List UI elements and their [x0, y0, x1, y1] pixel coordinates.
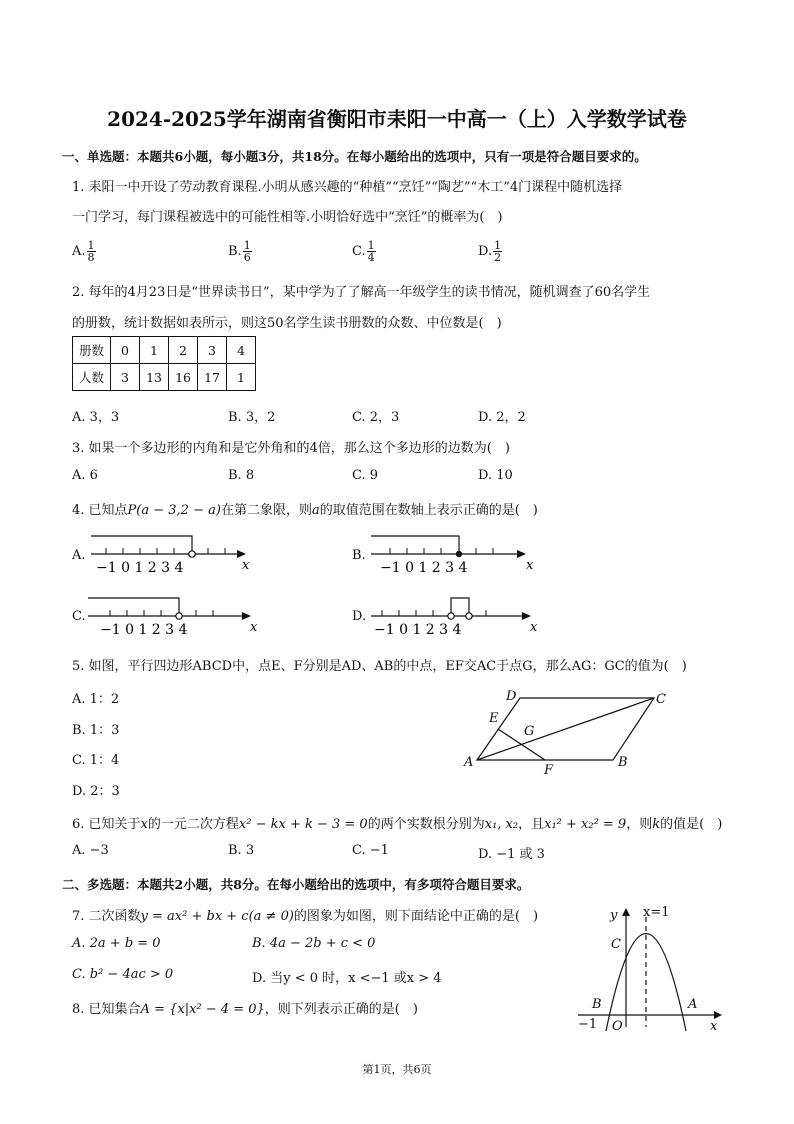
number-line-d: [366, 590, 546, 640]
text: 7. 二次函数: [72, 909, 141, 924]
option-label: A.: [72, 244, 86, 259]
q5-option-a: A. 1：2: [72, 692, 120, 707]
q2-option-d: D. 2，2: [478, 410, 526, 425]
label-c: C: [611, 937, 621, 952]
denominator: 8: [87, 251, 95, 264]
q4-text: [72, 499, 538, 518]
numerator: 1: [494, 239, 502, 252]
q4-option-b: B.: [352, 548, 366, 563]
math-expression: x₁, x₂: [484, 817, 519, 832]
numerator: 1: [87, 239, 95, 252]
numerator: 1: [367, 239, 375, 252]
q6-option-a: A. −3: [72, 843, 109, 858]
tick-labels: −1 0 1 2 3 4: [374, 622, 462, 638]
label-b: B: [592, 997, 602, 1012]
page-footer: 第1页，共6页: [362, 1063, 432, 1076]
number-line-b: [366, 528, 541, 578]
label-origin: O: [612, 1019, 623, 1034]
q5-option-b: B. 1：3: [72, 723, 120, 738]
math-expression: x₁² + x₂² = 9: [544, 817, 627, 832]
math-expression: y = ax² + bx + c(a ≠ 0): [140, 909, 294, 924]
denominator: 4: [367, 251, 375, 264]
label-x: x: [710, 1019, 718, 1034]
section-2-heading: 二、多选题：本题共2小题，共8分。在每小题给出的选项中，有多项符合题目要求。: [62, 877, 530, 892]
q4-option-a: A.: [72, 548, 86, 563]
label-y: y: [610, 908, 618, 923]
q1-option-b: [228, 240, 252, 263]
q3-text: 3. 如果一个多边形的内角和是它外角和的4倍，那么这个多边形的边数为( ): [72, 441, 510, 456]
q6-option-b: B. 3: [228, 843, 255, 858]
reading-data-table: [72, 336, 256, 391]
q7-text: [72, 905, 538, 924]
table-row: [73, 364, 256, 391]
label-e: E: [489, 711, 499, 726]
q7-option-a: A. 2a + b = 0: [72, 936, 161, 951]
math-variable: k: [652, 817, 661, 832]
math-variable: x: [140, 817, 148, 832]
option-label: D.: [478, 244, 493, 259]
label-neg-one: −1: [578, 1017, 598, 1032]
section-1-heading: 一、单选题：本题共6小题，每小题3分，共18分。在每小题给出的选项中，只有一项是符合题目要求的。: [62, 149, 647, 164]
axis-label: x: [242, 558, 250, 573]
q6-option-d: D. −1 或 3: [478, 847, 545, 862]
text: 6. 已知关于: [72, 817, 141, 832]
math-expression: A = {x|x² − 4 = 0}: [140, 1002, 265, 1017]
text: 的一元二次方程: [147, 817, 239, 832]
q7-option-d: D. 当y < 0 时，x <−1 或x > 4: [252, 971, 442, 986]
denominator: 6: [243, 251, 251, 264]
number-line-a: [86, 528, 261, 578]
text: 在第二象限，则: [220, 503, 312, 518]
table-cell: 16: [169, 364, 198, 391]
table-cell: 册数: [73, 337, 111, 364]
tick-labels: −1 0 1 2 3 4: [100, 622, 188, 638]
q2-line1: 2. 每年的4月23日是“世界读书日”，某中学为了了解高一年级学生的读书情况，随机调查了60名学生: [72, 285, 651, 300]
table-cell: 0: [111, 337, 140, 364]
math-expression: P(a − 3,2 − a): [127, 503, 221, 518]
parallelogram-figure: [458, 686, 688, 782]
q7-option-c: C. b² − 4ac > 0: [72, 967, 174, 982]
text: ，且: [518, 817, 545, 832]
q1-line1: 1. 耒阳一中开设了劳动教育课程.小明从感兴趣的“种植”“烹饪”“陶艺”“木工”4门课程中随机选择: [72, 180, 623, 195]
q1-option-d: [478, 240, 502, 263]
table-cell: 1: [227, 364, 256, 391]
label-f: F: [544, 763, 554, 778]
q2-line2: 的册数，统计数据如表所示，则这50名学生读书册数的众数、中位数是( ): [72, 316, 502, 331]
table-cell: 4: [227, 337, 256, 364]
q2-option-b: B. 3，2: [228, 410, 276, 425]
q4-option-d: D.: [352, 609, 367, 624]
q3-option-a: A. 6: [72, 468, 98, 483]
text: 的两个实数根分别为: [367, 817, 485, 832]
text: 8. 已知集合: [72, 1002, 141, 1017]
tick-labels: −1 0 1 2 3 4: [96, 560, 184, 576]
axis-label: x: [530, 620, 538, 635]
label-c: C: [656, 692, 666, 707]
table-cell: 人数: [73, 364, 111, 391]
q1-option-a: [72, 240, 96, 263]
axis-label: x: [526, 558, 534, 573]
q3-option-b: B. 8: [228, 468, 255, 483]
table-cell: 2: [169, 337, 198, 364]
label-a: A: [464, 755, 474, 770]
q7-option-b: B. 4a − 2b + c < 0: [252, 936, 376, 951]
math-expression: x² − kx + k − 3 = 0: [238, 817, 368, 832]
numerator: 1: [243, 239, 251, 252]
table-row: [73, 337, 256, 364]
q1-line2: 一门学习，每门课程被选中的可能性相等.小明恰好选中“烹饪”的概率为( ): [72, 210, 503, 225]
page-title: 2024-2025学年湖南省衡阳市耒阳一中高一（上）入学数学试卷: [107, 107, 687, 131]
table-cell: 1: [140, 337, 169, 364]
q3-option-d: D. 10: [478, 468, 513, 483]
q8-text: [72, 998, 418, 1017]
table-cell: 3: [111, 364, 140, 391]
label-d: D: [506, 689, 517, 704]
denominator: 2: [494, 251, 502, 264]
math-variable: a: [311, 503, 320, 518]
label-a: A: [688, 997, 698, 1012]
q2-option-c: C. 2，3: [352, 410, 400, 425]
q4-option-c: C.: [72, 609, 86, 624]
q5-option-c: C. 1：4: [72, 753, 120, 768]
table-cell: 13: [140, 364, 169, 391]
text: ，则下列表示正确的是( ): [264, 1002, 418, 1017]
text: 的图象为如图，则下面结论中正确的是( ): [293, 909, 539, 924]
text: 的取值范围在数轴上表示正确的是( ): [319, 503, 538, 518]
q5-text: 5. 如图，平行四边形ABCD中，点E、F分别是AD、AB的中点，EF交AC于点G，那么AG：GC的值为( ): [72, 659, 687, 674]
table-cell: 3: [198, 337, 227, 364]
option-label: B.: [228, 244, 242, 259]
axis-label: x: [250, 620, 258, 635]
text: 4. 已知点: [72, 503, 128, 518]
label-b: B: [618, 755, 628, 770]
q1-option-c: [352, 240, 376, 263]
q6-text: [72, 813, 722, 832]
option-label: C.: [352, 244, 366, 259]
q6-option-c: C. −1: [352, 843, 389, 858]
text: ，则: [626, 817, 653, 832]
label-g: G: [524, 724, 535, 739]
tick-labels: −1 0 1 2 3 4: [380, 560, 468, 576]
label-symmetry-axis: x=1: [643, 905, 670, 920]
parabola-figure: [568, 902, 728, 1036]
q3-option-c: C. 9: [352, 468, 379, 483]
q2-option-a: A. 3，3: [72, 410, 120, 425]
q5-option-d: D. 2：3: [72, 784, 120, 799]
number-line-c: [86, 590, 266, 640]
table-cell: 17: [198, 364, 227, 391]
text: 的值是( ): [660, 817, 723, 832]
